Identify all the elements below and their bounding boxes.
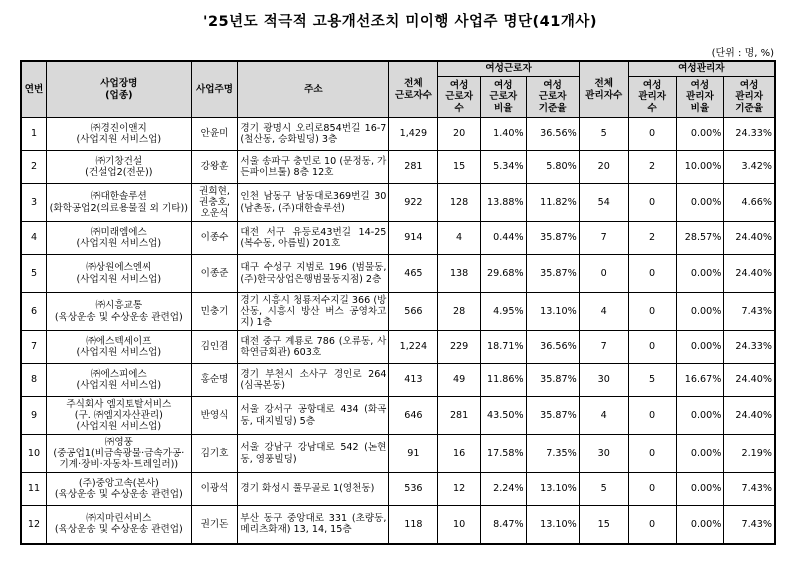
cell-company: ㈜미래엠에스 (사업지원 서비스업)	[47, 222, 192, 255]
cell-fw-count: 28	[438, 293, 481, 331]
cell-company: ㈜경진이앤지 (사업지원 서비스업)	[47, 118, 192, 151]
cell-fw-count: 10	[438, 506, 481, 544]
cell-total-workers: 465	[389, 255, 438, 293]
cell-fw-count: 229	[438, 331, 481, 364]
cell-fw-ratio: 43.50%	[480, 397, 526, 435]
cell-owner: 안윤미	[191, 118, 238, 151]
cell-fm-standard: 7.43%	[724, 473, 775, 506]
cell-fw-ratio: 8.47%	[480, 506, 526, 544]
cell-no: 7	[21, 331, 47, 364]
cell-total-workers: 118	[389, 506, 438, 544]
cell-no: 2	[21, 151, 47, 184]
cell-fw-count: 281	[438, 397, 481, 435]
cell-fw-standard: 35.87%	[526, 255, 579, 293]
cell-fw-count: 16	[438, 435, 481, 473]
cell-fm-ratio: 0.00%	[676, 331, 724, 364]
cell-owner: 반영식	[191, 397, 238, 435]
cell-fw-ratio: 17.58%	[480, 435, 526, 473]
cell-owner: 이광석	[191, 473, 238, 506]
cell-fm-ratio: 0.00%	[676, 435, 724, 473]
cell-fm-standard: 24.40%	[724, 397, 775, 435]
cell-total-managers: 4	[579, 293, 628, 331]
cell-fw-count: 20	[438, 118, 481, 151]
cell-fm-count: 0	[628, 506, 676, 544]
cell-fw-standard: 36.56%	[526, 118, 579, 151]
cell-fw-count: 15	[438, 151, 481, 184]
cell-fm-ratio: 28.57%	[676, 222, 724, 255]
cell-address: 경기 부천시 소사구 경인로 264 (심곡본동)	[238, 364, 389, 397]
cell-no: 6	[21, 293, 47, 331]
cell-address: 대전 서구 유등로43번길 14-25 (복수동, 아름빌) 201호	[238, 222, 389, 255]
header-fw-ratio: 여성 근로자 비율	[480, 77, 526, 118]
cell-owner: 권기돈	[191, 506, 238, 544]
cell-no: 9	[21, 397, 47, 435]
cell-fw-standard: 13.10%	[526, 506, 579, 544]
cell-fw-ratio: 29.68%	[480, 255, 526, 293]
cell-no: 12	[21, 506, 47, 544]
cell-fw-ratio: 13.88%	[480, 184, 526, 222]
header-female-workers-group: 여성근로자	[438, 61, 579, 77]
table-row	[21, 506, 775, 544]
cell-company: ㈜영풍 (중공업1(비금속광물·금속가공·기계·장비·자동차·트레일러))	[47, 435, 192, 473]
cell-fm-ratio: 0.00%	[676, 184, 724, 222]
header-owner: 사업주명	[191, 61, 238, 118]
cell-total-managers: 15	[579, 506, 628, 544]
cell-total-managers: 5	[579, 118, 628, 151]
employer-table	[20, 60, 776, 545]
cell-fm-ratio: 0.00%	[676, 293, 724, 331]
table-row	[21, 184, 775, 222]
cell-fm-count: 0	[628, 118, 676, 151]
cell-company: ㈜에스피에스 (사업지원 서비스업)	[47, 364, 192, 397]
cell-total-managers: 4	[579, 397, 628, 435]
cell-fm-count: 0	[628, 293, 676, 331]
table-body	[21, 118, 775, 544]
cell-fm-ratio: 0.00%	[676, 473, 724, 506]
cell-no: 11	[21, 473, 47, 506]
cell-total-workers: 536	[389, 473, 438, 506]
header-fw-count: 여성 근로자 수	[438, 77, 481, 118]
cell-total-workers: 646	[389, 397, 438, 435]
cell-fw-standard: 5.80%	[526, 151, 579, 184]
cell-fw-standard: 35.87%	[526, 397, 579, 435]
header-no: 연번	[21, 61, 47, 118]
cell-fm-count: 2	[628, 222, 676, 255]
cell-owner: 이종준	[191, 255, 238, 293]
cell-fm-standard: 3.42%	[724, 151, 775, 184]
cell-total-workers: 566	[389, 293, 438, 331]
cell-fm-ratio: 16.67%	[676, 364, 724, 397]
page-title: '25년도 적극적 고용개선조치 미이행 사업주 명단(41개사)	[203, 14, 597, 30]
cell-address: 서울 송파구 충민로 10 (문정동, 가든파이브툴) 8층 12호	[238, 151, 389, 184]
cell-fm-standard: 4.66%	[724, 184, 775, 222]
cell-company: 주식회사 엠지토탈서비스 (구. ㈜엠지자산관리) (사업지원 서비스업)	[47, 397, 192, 435]
table-row	[21, 293, 775, 331]
cell-fw-standard: 11.82%	[526, 184, 579, 222]
cell-total-managers: 7	[579, 222, 628, 255]
cell-total-managers: 54	[579, 184, 628, 222]
cell-owner: 김인겸	[191, 331, 238, 364]
cell-owner: 강왕훈	[191, 151, 238, 184]
cell-fm-standard: 24.40%	[724, 255, 775, 293]
cell-fm-count: 0	[628, 435, 676, 473]
cell-total-workers: 281	[389, 151, 438, 184]
cell-company: ㈜시흥교통 (육상운송 및 수상운송 관련업)	[47, 293, 192, 331]
cell-total-managers: 30	[579, 364, 628, 397]
cell-no: 10	[21, 435, 47, 473]
cell-fm-count: 0	[628, 473, 676, 506]
table-row	[21, 397, 775, 435]
cell-fw-standard: 7.35%	[526, 435, 579, 473]
cell-fw-count: 12	[438, 473, 481, 506]
cell-fw-ratio: 11.86%	[480, 364, 526, 397]
cell-fw-count: 138	[438, 255, 481, 293]
cell-fw-ratio: 5.34%	[480, 151, 526, 184]
unit-label: (단위 : 명, %)	[711, 48, 774, 59]
cell-fm-standard: 24.33%	[724, 331, 775, 364]
cell-no: 8	[21, 364, 47, 397]
cell-fw-standard: 13.10%	[526, 293, 579, 331]
cell-address: 서울 강서구 공항대로 434 (화곡동, 대지빌딩) 5층	[238, 397, 389, 435]
cell-fw-count: 4	[438, 222, 481, 255]
cell-total-workers: 922	[389, 184, 438, 222]
cell-total-managers: 20	[579, 151, 628, 184]
cell-address: 경기 화성시 풀무골로 1(영천동)	[238, 473, 389, 506]
cell-owner: 홍순명	[191, 364, 238, 397]
header-fm-count: 여성 관리자 수	[628, 77, 676, 118]
table-row	[21, 118, 775, 151]
header-female-managers-group: 여성관리자	[628, 61, 775, 77]
cell-fm-standard: 24.33%	[724, 118, 775, 151]
cell-fw-ratio: 18.71%	[480, 331, 526, 364]
cell-total-workers: 413	[389, 364, 438, 397]
cell-fw-count: 128	[438, 184, 481, 222]
cell-address: 부산 동구 중앙대로 331 (초량동, 메리츠화재) 13, 14, 15층	[238, 506, 389, 544]
cell-fw-ratio: 1.40%	[480, 118, 526, 151]
cell-owner: 권희현, 권충호, 오운석	[191, 184, 238, 222]
cell-address: 경기 시흥시 청룡저수지길 366 (방산동, 시흥시 방산 버스 공영차고지) 1층	[238, 293, 389, 331]
cell-fm-count: 0	[628, 331, 676, 364]
table-row	[21, 222, 775, 255]
cell-fw-ratio: 0.44%	[480, 222, 526, 255]
table-row	[21, 331, 775, 364]
cell-fm-standard: 24.40%	[724, 222, 775, 255]
cell-fm-ratio: 10.00%	[676, 151, 724, 184]
header-total-workers: 전체 근로자수	[389, 61, 438, 118]
cell-address: 대전 중구 계룡로 786 (오류동, 사학연금회관) 603호	[238, 331, 389, 364]
header-company: 사업장명 (업종)	[47, 61, 192, 118]
cell-total-managers: 0	[579, 255, 628, 293]
header-fm-ratio: 여성 관리자 비율	[676, 77, 724, 118]
cell-fm-standard: 7.43%	[724, 293, 775, 331]
cell-fw-standard: 35.87%	[526, 364, 579, 397]
cell-total-workers: 1,224	[389, 331, 438, 364]
cell-no: 3	[21, 184, 47, 222]
cell-fm-ratio: 0.00%	[676, 397, 724, 435]
table-row	[21, 364, 775, 397]
cell-owner: 김기호	[191, 435, 238, 473]
cell-company: ㈜지마린서비스 (육상운송 및 수상운송 관련업)	[47, 506, 192, 544]
cell-fm-ratio: 0.00%	[676, 255, 724, 293]
cell-company: ㈜대한솔루션 (화학공업2(의료용물질 외 기타))	[47, 184, 192, 222]
table-row	[21, 151, 775, 184]
cell-fm-count: 0	[628, 397, 676, 435]
table-wrapper	[20, 60, 776, 545]
cell-fw-ratio: 2.24%	[480, 473, 526, 506]
cell-fw-standard: 13.10%	[526, 473, 579, 506]
cell-company: (주)중앙고속(본사) (육상운송 및 수상운송 관련업)	[47, 473, 192, 506]
cell-total-workers: 91	[389, 435, 438, 473]
table-row	[21, 435, 775, 473]
header-address: 주소	[238, 61, 389, 118]
header-fm-standard: 여성 관리자 기준율	[724, 77, 775, 118]
cell-no: 4	[21, 222, 47, 255]
cell-fw-standard: 36.56%	[526, 331, 579, 364]
cell-total-workers: 1,429	[389, 118, 438, 151]
cell-fm-count: 0	[628, 184, 676, 222]
cell-fm-standard: 7.43%	[724, 506, 775, 544]
header-fw-standard: 여성 근로자 기준율	[526, 77, 579, 118]
cell-total-managers: 7	[579, 331, 628, 364]
cell-fm-standard: 24.40%	[724, 364, 775, 397]
cell-fw-ratio: 4.95%	[480, 293, 526, 331]
cell-fw-count: 49	[438, 364, 481, 397]
cell-fw-standard: 35.87%	[526, 222, 579, 255]
cell-fm-count: 0	[628, 255, 676, 293]
cell-company: ㈜에스텍세이프 (사업지원 서비스업)	[47, 331, 192, 364]
cell-owner: 민충기	[191, 293, 238, 331]
cell-owner: 이종수	[191, 222, 238, 255]
cell-total-managers: 5	[579, 473, 628, 506]
cell-company: ㈜상원에스엔씨 (사업지원 서비스업)	[47, 255, 192, 293]
cell-address: 대구 수성구 지범로 196 (범물동, (주)한국상업은행범물동지점) 2층	[238, 255, 389, 293]
cell-address: 인천 남동구 남동대로369번길 30 (남촌동, (주)대한솔루션)	[238, 184, 389, 222]
cell-fm-standard: 2.19%	[724, 435, 775, 473]
cell-fm-ratio: 0.00%	[676, 506, 724, 544]
cell-no: 1	[21, 118, 47, 151]
header-total-managers: 전체 관리자수	[579, 61, 628, 118]
table-row	[21, 255, 775, 293]
cell-total-workers: 914	[389, 222, 438, 255]
cell-company: ㈜기창건설 (건설업2(전문))	[47, 151, 192, 184]
cell-fm-count: 5	[628, 364, 676, 397]
cell-fm-count: 2	[628, 151, 676, 184]
cell-address: 서울 강남구 강남대로 542 (논현동, 영풍빌딩)	[238, 435, 389, 473]
cell-address: 경기 광명시 오리로854번길 16-7 (철산동, 승화빌딩) 3층	[238, 118, 389, 151]
table-row	[21, 473, 775, 506]
cell-total-managers: 30	[579, 435, 628, 473]
cell-fm-ratio: 0.00%	[676, 118, 724, 151]
cell-no: 5	[21, 255, 47, 293]
